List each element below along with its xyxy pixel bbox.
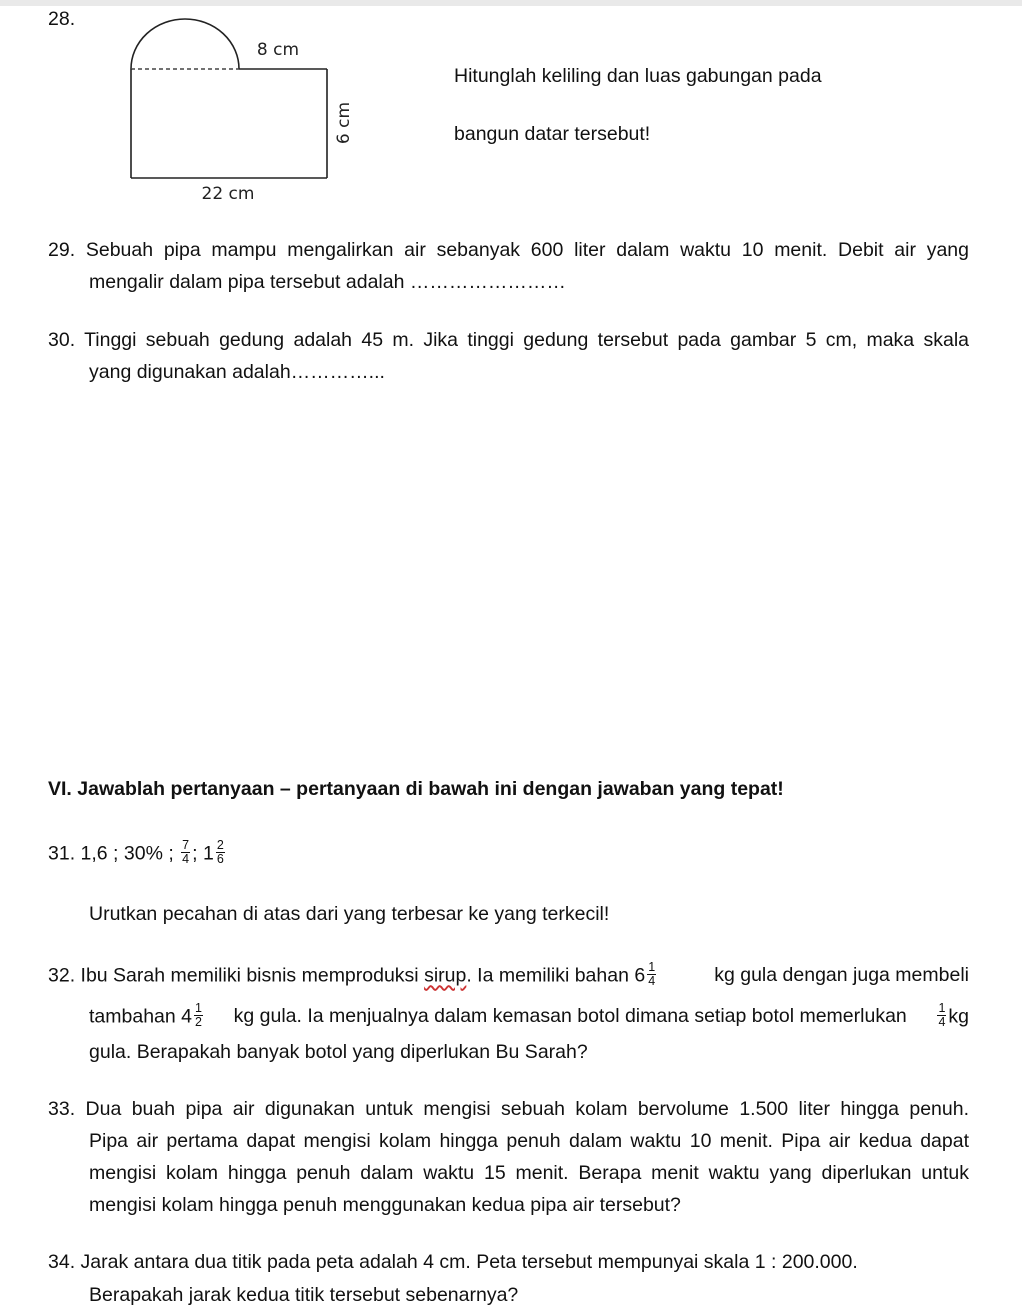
q32-line2-start <box>89 1001 205 1031</box>
section-heading: VI. Jawablah pertanyaan – pertanyaan di bawah ini dengan jawaban yang tepat! <box>48 778 784 800</box>
q31-fraction-7-4 <box>181 839 190 866</box>
q32-line3: gula. Berapakah banyak botol yang diperlukan Bu Sarah? <box>89 1041 588 1063</box>
fraction-denominator: 4 <box>182 852 190 866</box>
fraction-denominator: 6 <box>216 852 224 866</box>
fraction-denominator: 4 <box>938 1015 946 1029</box>
q33-line2: Pipa air pertama dapat mengisi kolam hingga penuh dalam waktu 10 menit. Pipa air kedua dapat <box>89 1130 969 1152</box>
label-8cm: 8 cm <box>256 40 300 60</box>
top-scroll-edge <box>0 0 1022 6</box>
q32-text-kg: kg <box>948 1005 969 1028</box>
q32-line2-end <box>935 1001 969 1031</box>
q29-line2: mengalir dalam pipa tersebut adalah …………………… <box>89 271 566 293</box>
q30-line2: yang digunakan adalah…………... <box>89 361 385 383</box>
fraction-numerator: 1 <box>938 1001 946 1015</box>
fraction-denominator: 4 <box>648 974 656 988</box>
q32-fraction-1-4b <box>937 1002 946 1029</box>
q31-fraction-2-6 <box>216 839 225 866</box>
q31-sequence <box>48 838 227 868</box>
q28-number: 28. <box>48 8 76 30</box>
q32-line1 <box>48 960 969 990</box>
fraction-numerator: 1 <box>648 960 656 974</box>
q29-line1: 29. Sebuah pipa mampu mengalirkan air sebanyak 600 liter dalam waktu 10 menit. Debit air yang <box>48 239 969 261</box>
fraction-denominator: 2 <box>195 1015 202 1029</box>
q34-line1: 34. Jarak antara dua titik pada peta adalah 4 cm. Peta tersebut mempunyai skala 1 : 200.000. <box>48 1251 858 1273</box>
fraction-numerator: 2 <box>216 838 224 852</box>
q32-text-b: . Ia memiliki bahan 6 <box>466 964 646 987</box>
q33-line4: mengisi kolam hingga penuh menggunakan kedua pipa air tersebut? <box>89 1194 681 1216</box>
fraction-numerator: 7 <box>182 838 190 852</box>
q32-line2 <box>89 1001 969 1031</box>
q31-instruction: Urutkan pecahan di atas dari yang terbesar ke yang terkecil! <box>89 903 610 925</box>
q32-line1-end: kg gula dengan juga membeli <box>714 964 969 986</box>
q31-prefix: 31. 1,6 ; 30% ; <box>48 842 180 865</box>
q33-line3: mengisi kolam hingga penuh dalam waktu 15 menit. Berapa menit waktu yang diperlukan untuk <box>89 1162 969 1184</box>
q32-spellcheck-word: sirup <box>424 964 467 987</box>
q32-fraction-1-2 <box>194 1002 203 1029</box>
fraction-numerator: 1 <box>195 1001 202 1015</box>
q34-line2: Berapakah jarak kedua titik tersebut sebenarnya? <box>89 1284 519 1306</box>
q32-fraction-1-4 <box>647 961 656 988</box>
q31-separator: ; 1 <box>192 842 214 865</box>
q32-line1-start <box>48 960 658 990</box>
q33-line1: 33. Dua buah pipa air digunakan untuk mengisi sebuah kolam bervolume 1.500 liter hingga penuh. <box>48 1098 969 1120</box>
composite-shape-figure <box>120 10 354 210</box>
q28-text-line1: Hitunglah keliling dan luas gabungan pada <box>454 65 822 87</box>
q32-line2-middle: kg gula. Ia menjualnya dalam kemasan botol dimana setiap botol memerlukan <box>233 1005 907 1027</box>
q32-text-a: 32. Ibu Sarah memiliki bisnis memproduksi <box>48 964 425 987</box>
q30-line1: 30. Tinggi sebuah gedung adalah 45 m. Jika tinggi gedung tersebut pada gambar 5 cm, maka skala <box>48 329 969 351</box>
label-22cm: 22 cm <box>201 184 255 204</box>
q32-text-c: tambahan 4 <box>89 1005 192 1028</box>
label-6cm: 6 cm <box>334 101 354 145</box>
semicircle-arc <box>131 19 239 69</box>
q28-text-line2: bangun datar tersebut! <box>454 123 651 145</box>
